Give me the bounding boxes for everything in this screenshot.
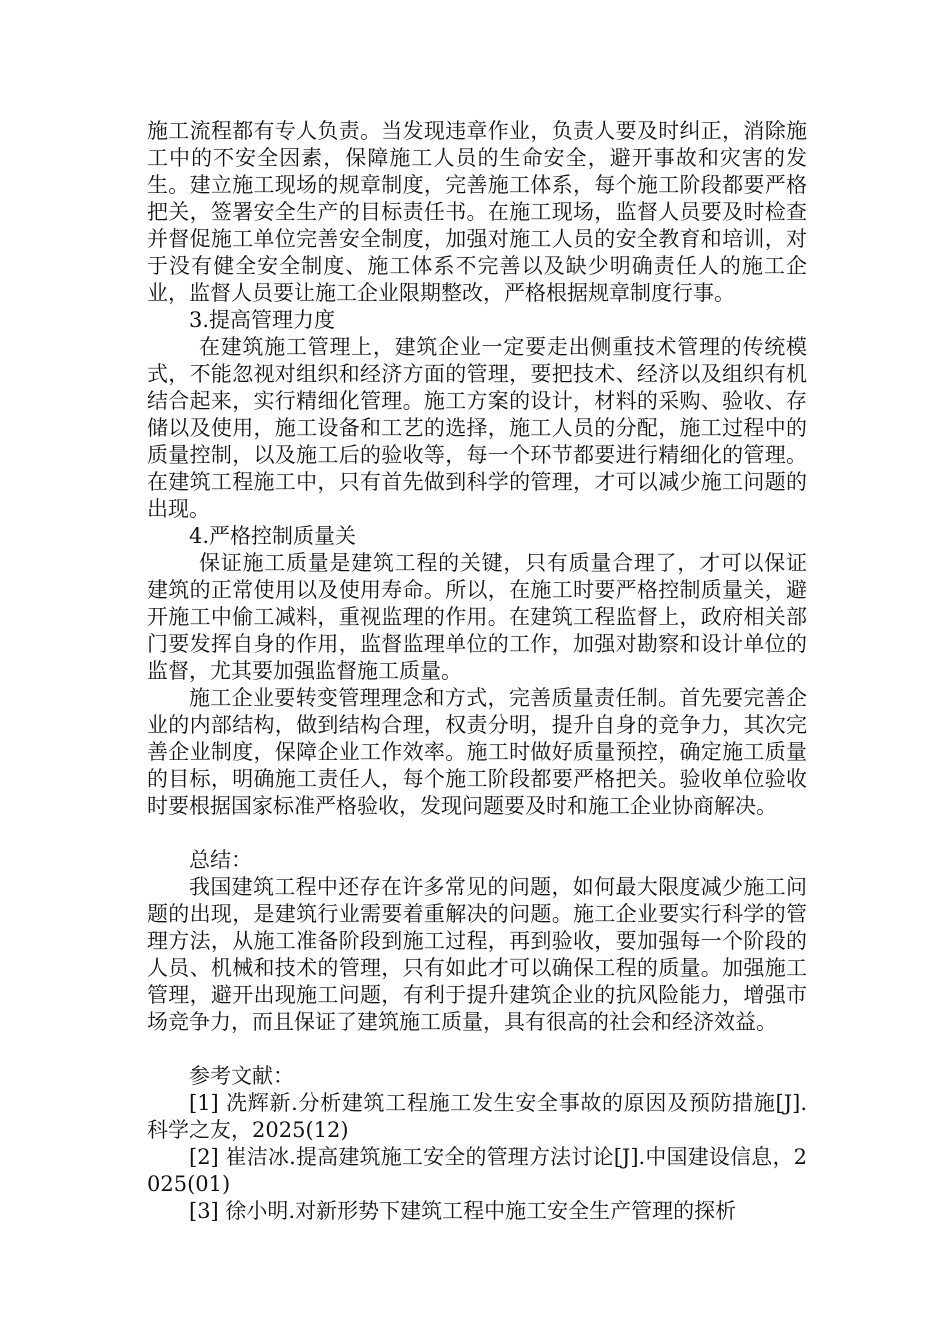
heading-quality-control: 4.严格控制质量关 [189, 524, 357, 548]
paragraph-safety-responsibility: 施工流程都有专人负责。当发现违章作业，负责人要及时纠正，消除施工中的不安全因素，保障施工人员的生命安全，避开事故和灾害的发生。建立施工现场的规章制度，完善施工体系，每个施工阶段都要严格把关，签署安全生产的目标责任书。在施工现场，监督人员要及时检查并督促施工单位完善安全制度，加强对施工人员的安全教育和培训，对于没有健全安全制度、施工体系不完善以及缺少明确责任人的施工企业，监督人员要让施工企业限期整改，严格根据规章制度行事。 [147, 119, 807, 305]
paragraph-quality-key: 保证施工质量是建筑工程的关键，只有质量合理了，才可以保证建筑的正常使用以及使用寿命。所以，在施工时要严格控制质量关，避开施工中偷工减料，重视监理的作用。在建筑工程监督上，政府相关部门要发挥自身的作用，监督监理单位的工作，加强对勘察和设计单位的监督，尤其要加强监督施工质量。 [147, 551, 807, 683]
heading-improve-management: 3.提高管理力度 [189, 308, 336, 332]
reference-item-3: [3] 徐小明.对新形势下建筑工程中施工安全生产管理的探析 [189, 1199, 737, 1223]
references-title: 参考文献： [189, 1064, 294, 1088]
spacer [147, 820, 807, 847]
paragraph-quality-responsibility: 施工企业要转变管理理念和方式，完善质量责任制。首先要完善企业的内部结构，做到结构合理，权责分明，提升自身的竞争力，其次完善企业制度，保障企业工作效率。施工时做好质量预控，确定施工质量的目标，明确施工责任人，每个施工阶段都要严格把关。验收单位验收时要根据国家标准严格验收，发现问题要及时和施工企业协商解决。 [147, 686, 807, 818]
paragraph-improve-management: 在建筑施工管理上，建筑企业一定要走出侧重技术管理的传统模式，不能忽视对组织和经济方面的管理，要把技术、经济以及组织有机结合起来，实行精细化管理。施工方案的设计，材料的采购、验收、存储以及使用，施工设备和工艺的选择，施工人员的分配，施工过程中的质量控制，以及施工后的验收等，每一个环节都要进行精细化的管理。在建筑工程施工中，只有首先做到科学的管理，才可以减少施工问题的出现。 [147, 335, 807, 521]
reference-item-1: [1] 冼辉新.分析建筑工程施工发生安全事故的原因及预防措施[J].科学之友，2025(12) [147, 1091, 807, 1142]
summary-title: 总结： [189, 848, 252, 872]
summary-text: 我国建筑工程中还存在许多常见的问题，如何最大限度减少施工问题的出现，是建筑行业需要着重解决的问题。施工企业要实行科学的管理方法，从施工准备阶段到施工过程，再到验收，要加强每一个阶段的人员、机械和技术的管理，只有如此才可以确保工程的质量。加强施工管理，避开出现施工问题，有利于提升建筑企业的抗风险能力，增强市场竞争力，而且保证了建筑施工质量，具有很高的社会和经济效益。 [147, 875, 807, 1034]
reference-item-2: [2] 崔洁冰.提高建筑施工安全的管理方法讨论[J].中国建设信息，2025(01) [147, 1145, 807, 1196]
spacer [147, 1036, 807, 1063]
document-page [147, 118, 807, 1225]
